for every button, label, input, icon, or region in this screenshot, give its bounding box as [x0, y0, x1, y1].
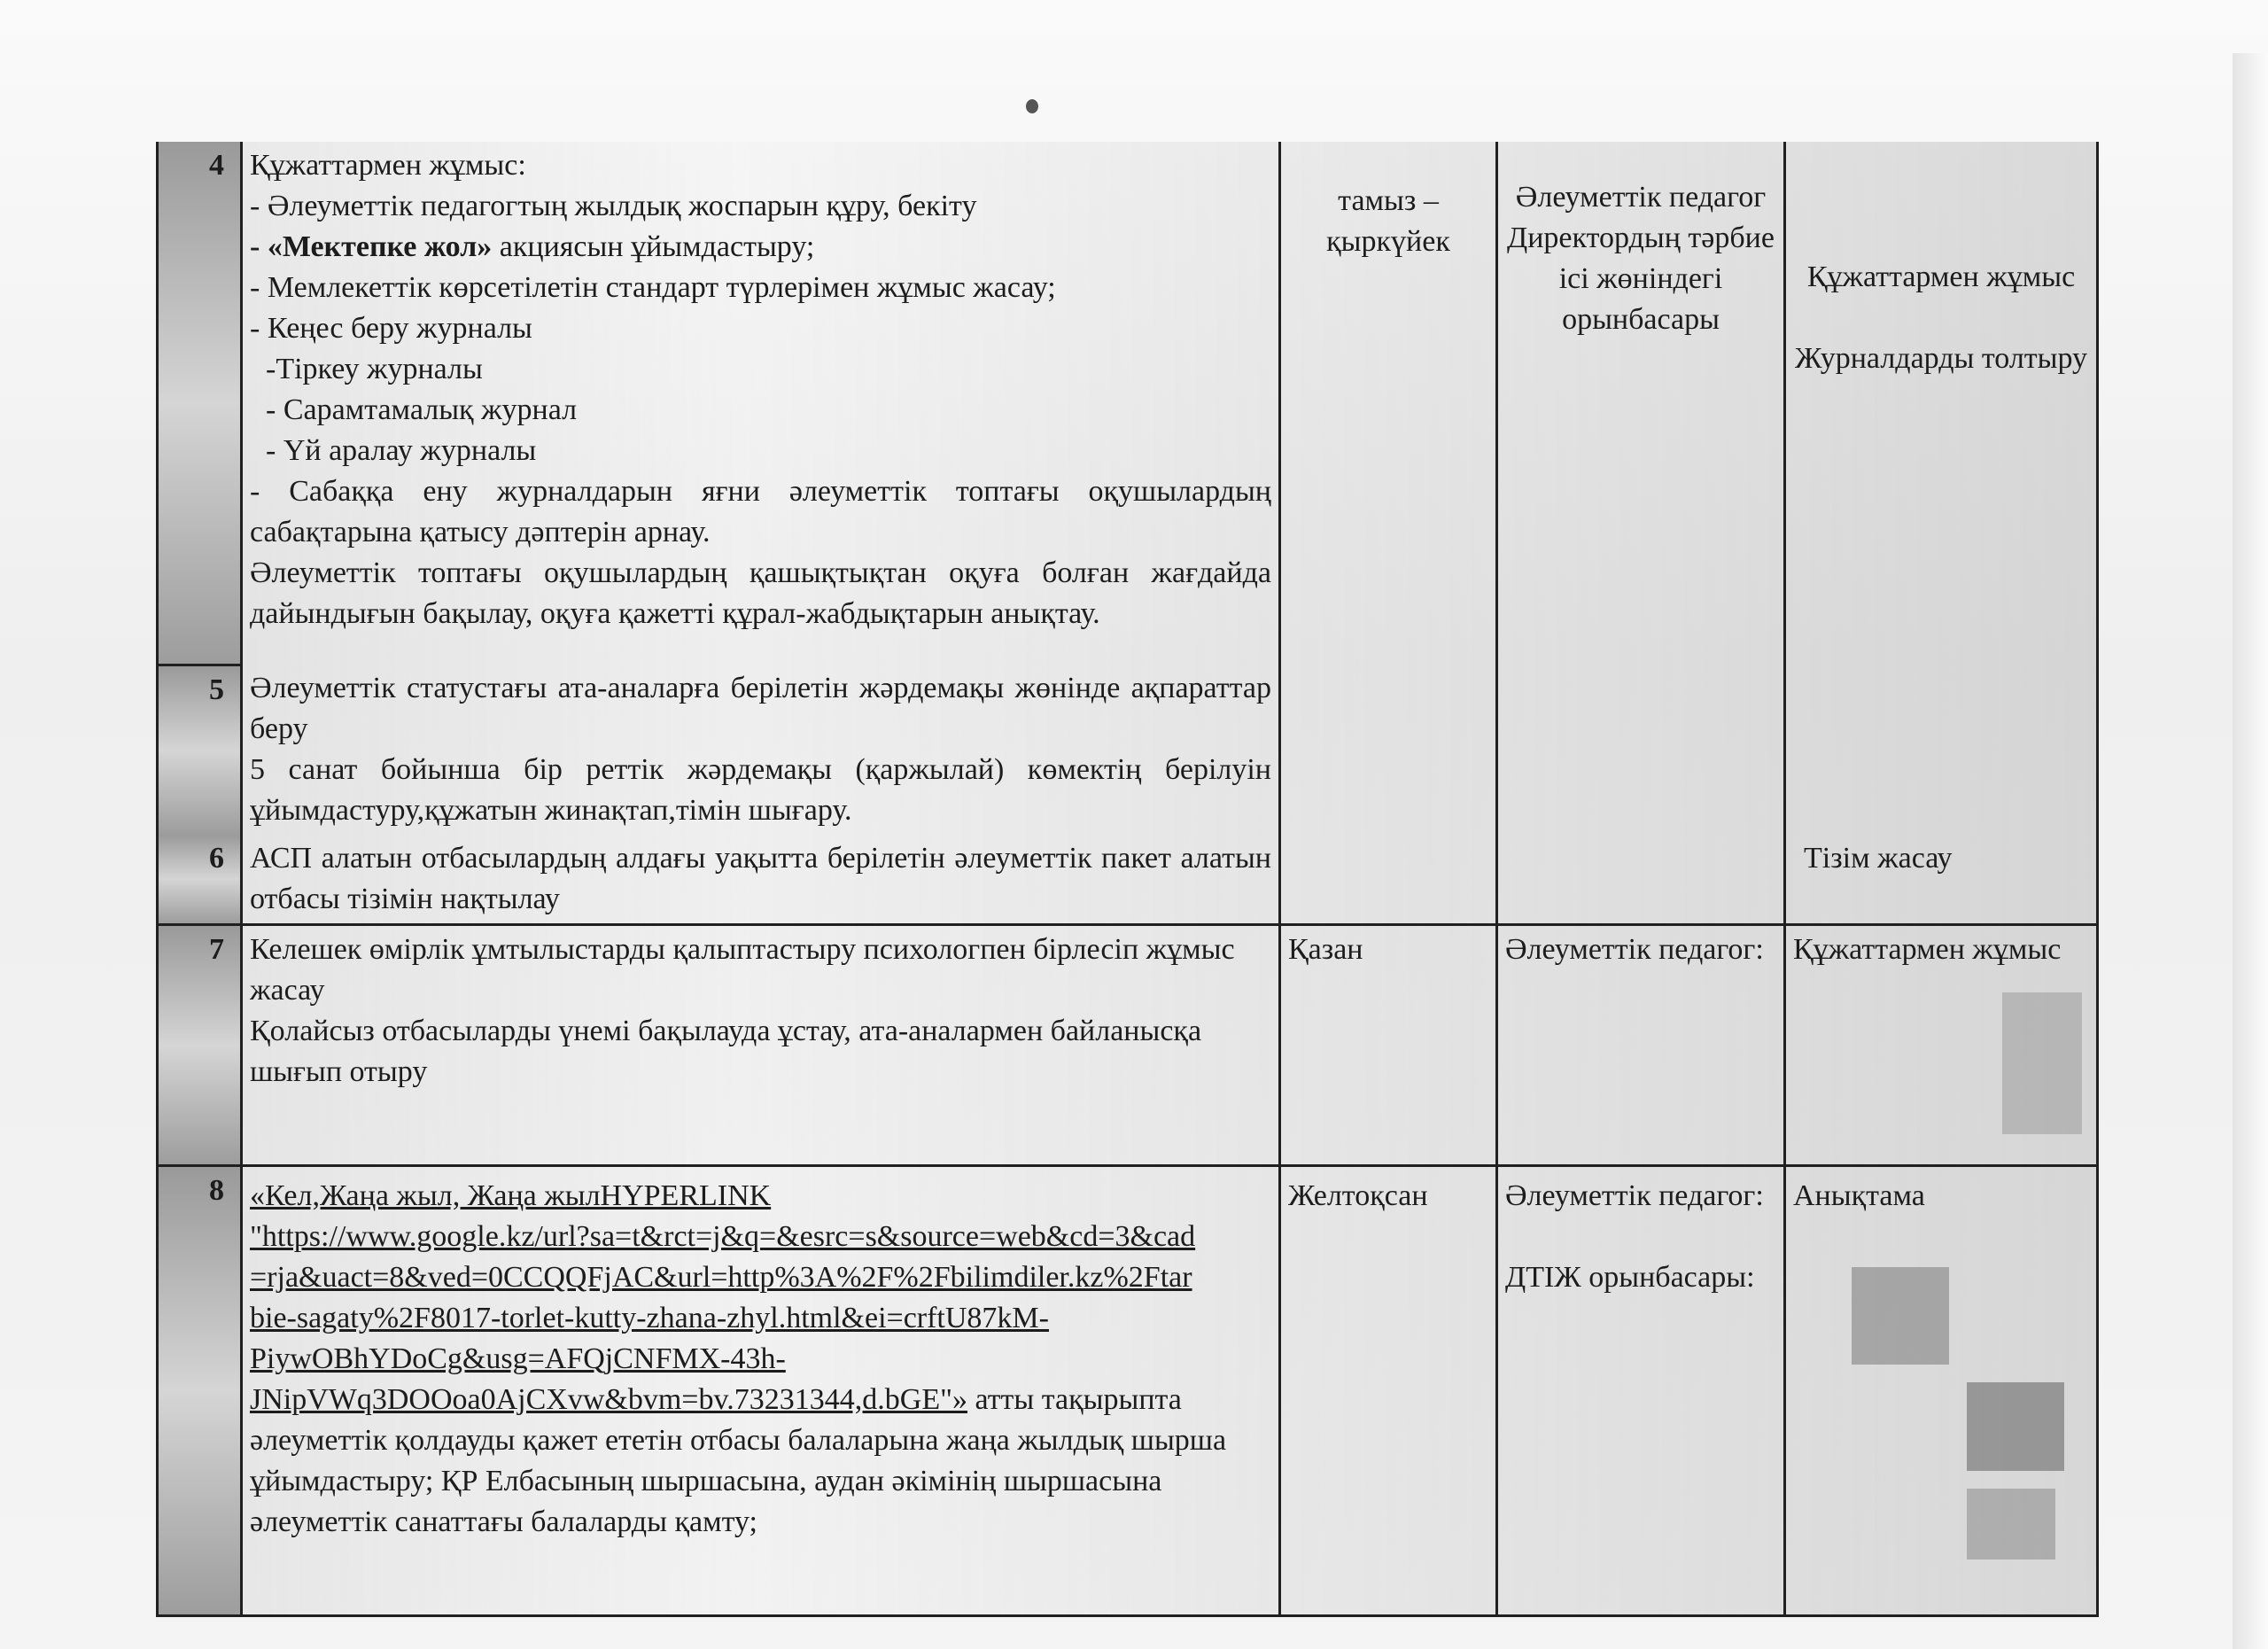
- table-row: [158, 665, 2098, 835]
- task-line: - Сарамтамалық журнал: [266, 393, 578, 426]
- task-line: Құжаттармен жұмыс:: [250, 149, 526, 182]
- task-line: - Үй аралау журналы: [266, 434, 537, 467]
- task-link-line[interactable]: "https://www.google.kz/url?sa=t&rct=j&q=&esrc=s&source=web&cd=3&cad: [250, 1220, 1196, 1253]
- task-line-bold: - «Мектепке жол»: [250, 230, 493, 263]
- task-cell: [242, 1166, 1280, 1616]
- task-cell: [242, 142, 1280, 665]
- task-cell: [242, 925, 1280, 1166]
- task-line: [250, 227, 1271, 268]
- date-cell: [1280, 665, 1497, 835]
- scan-artifact: [1852, 1267, 1949, 1365]
- task-link-line[interactable]: JNipVWq3DOOoa0AjCXvw&bvm=bv.73231344,d.bGE"»: [250, 1383, 967, 1416]
- form-line: Құжаттармен жұмыс: [1806, 261, 2076, 293]
- responsible-line: ДТІЖ орынбасары:: [1505, 1261, 1755, 1294]
- task-cell: АСП алатын отбасылардың алдағы уақытта берілетін әлеуметтік пакет алатын отбасы тізімін нақтылау: [242, 835, 1280, 925]
- responsible-cell: [1497, 665, 1785, 835]
- form-cell: Анықтама: [1785, 1166, 2098, 1616]
- task-line: - Мемлекеттік көрсетілетін стандарт түрлерімен жұмыс жасау;: [250, 271, 1056, 304]
- plan-table: [156, 142, 2099, 1617]
- task-line: 5 санат бойынша бір реттік жәрдемақы (қаржылай) көмектің берілуін ұйымдастуру,құжатын жинақтап,тімін шығару.: [250, 753, 1271, 827]
- task-line: Әлеуметтік топтағы оқушылардың қашықтықтан оқуға болған жағдайда дайындығын бақылау, оқуға қажетті құрал-жабдықтарын анықтау.: [250, 556, 1271, 630]
- task-line: -Тіркеу журналы: [266, 353, 483, 385]
- scan-artifact: [1967, 1382, 2064, 1471]
- task-cell: [242, 665, 1280, 835]
- table-row: [158, 1166, 2098, 1616]
- table-row: [158, 142, 2098, 665]
- table-row: [158, 835, 2098, 925]
- date-cell: Желтоқсан: [1280, 1166, 1497, 1616]
- scan-speck: [1026, 99, 1038, 113]
- form-cell: Тізім жасау: [1785, 835, 2098, 925]
- responsible-line: Әлеуметтік педагог:: [1505, 1179, 1764, 1212]
- form-cell: [1785, 142, 2098, 665]
- responsible-cell: [1497, 1166, 1785, 1616]
- task-line: - Сабаққа ену журналдарын яғни әлеуметтік топтағы оқушылардың сабақтарына қатысу дәптерін арнау.: [250, 475, 1271, 548]
- task-line: - Әлеуметтік педагогтың жылдық жоспарын құру, бекіту: [250, 190, 977, 222]
- row-number: 4: [158, 142, 242, 665]
- task-link-line[interactable]: PiywOBhYDoCg&usg=AFQjCNFMX-43h-: [250, 1342, 786, 1375]
- scan-artifact: [1967, 1489, 2055, 1560]
- task-line: Қолайсыз отбасыларды үнемі бақылауда ұстау, ата-аналармен байланысқа шығып отыру: [250, 1015, 1202, 1088]
- responsible-cell: [1497, 835, 1785, 925]
- row-number: 7: [158, 925, 242, 1166]
- page-edge-shadow: [2233, 53, 2268, 1649]
- form-cell: [1785, 665, 2098, 835]
- task-line: - Кеңес беру журналы: [250, 312, 532, 345]
- task-text: атты тақырыпта әлеуметтік қолдауды қажет ететін отбасы балаларына жаңа жылдық шырша ұйымдастыру; ҚР Елбасының шыршасына, аудан әкімінің шыршасына әлеуметтік санаттағы балаларды қамту;: [250, 1383, 1227, 1538]
- task-link-line[interactable]: bie-sagaty%2F8017-torlet-kutty-zhana-zhyl.html&ei=crftU87kM-: [250, 1302, 1049, 1334]
- task-line: Әлеуметтік статустағы ата-аналарға берілетін жәрдемақы жөнінде ақпараттар беру: [250, 672, 1271, 745]
- form-line: Журналдарды толтыру: [1794, 342, 2088, 375]
- responsible-cell: Әлеуметтік педагог Директордың тәрбие ісі жөніндегі орынбасары: [1497, 142, 1785, 665]
- scan-artifact: [2002, 992, 2082, 1134]
- task-line: Келешек өмірлік ұмтылыстарды қалыптастыру психологпен бірлесіп жұмыс жасау: [250, 933, 1235, 1007]
- task-line-rest: акциясын ұйымдастыру;: [492, 230, 815, 263]
- row-number: 8: [158, 1166, 242, 1616]
- date-cell: тамыз – қыркүйек: [1280, 142, 1497, 665]
- responsible-cell: Әлеуметтік педагог:: [1497, 925, 1785, 1166]
- task-link-line[interactable]: =rja&uact=8&ved=0CCQQFjAC&url=http%3A%2F%2Fbilimdiler.kz%2Ftar: [250, 1261, 1192, 1294]
- date-cell: [1280, 835, 1497, 925]
- row-number: 5: [158, 665, 242, 835]
- date-cell: Қазан: [1280, 925, 1497, 1166]
- table-row: [158, 925, 2098, 1166]
- task-link-line[interactable]: «Кел,Жаңа жыл, Жаңа жылHYPERLINK: [250, 1179, 772, 1212]
- row-number: 6: [158, 835, 242, 925]
- form-cell: Құжаттармен жұмыс: [1785, 925, 2098, 1166]
